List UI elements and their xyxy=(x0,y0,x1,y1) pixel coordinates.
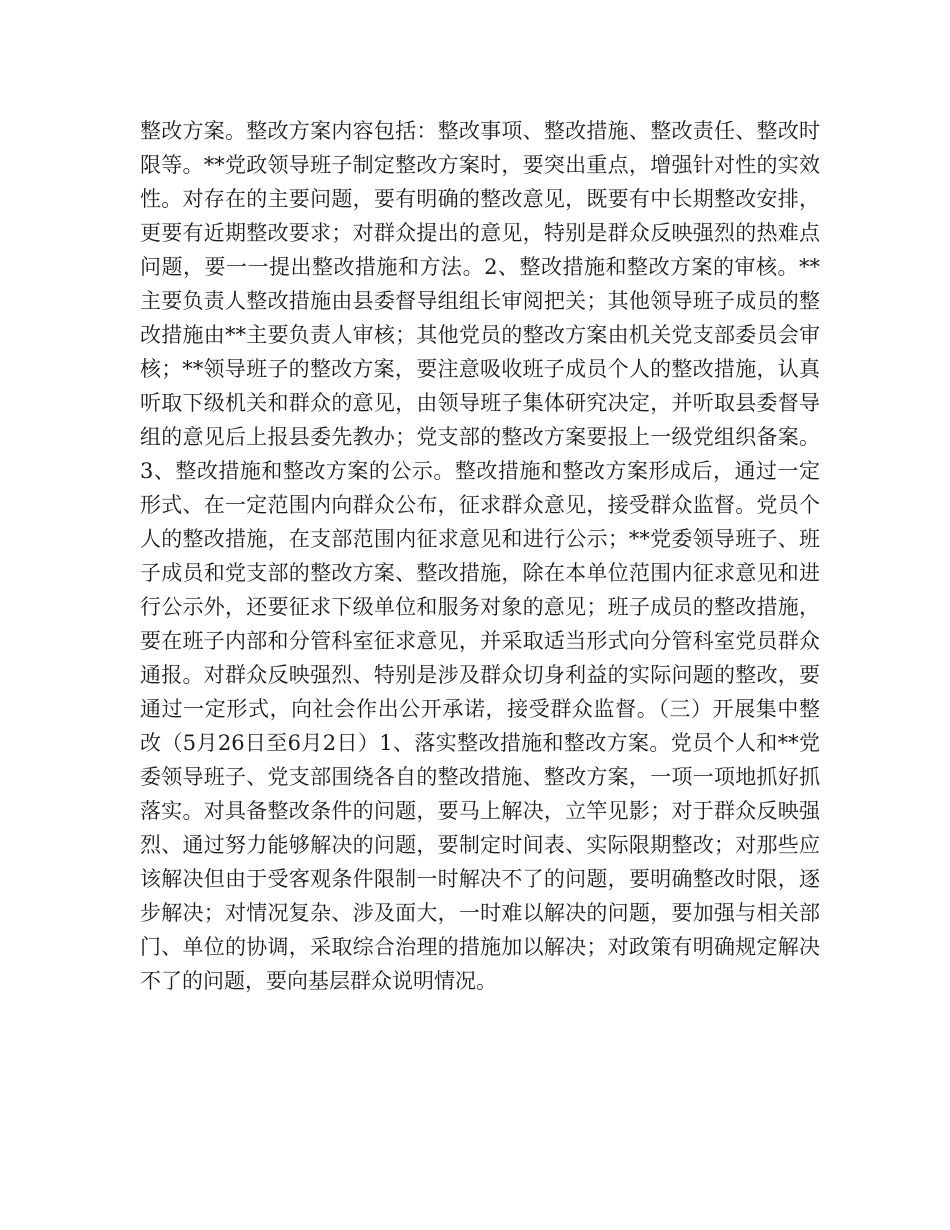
body-paragraph: 整改方案。整改方案内容包括：整改事项、整改措施、整改责任、整改时限等。**党政领导班子制定整改方案时，要突出重点，增强针对性的实效性。对存在的主要问题，要有明确的整改意见，既要有中长期整改安排，更要有近期整改要求；对群众提出的意见，特别是群众反映强烈的热难点问题，要一一提出整改措施和方法。2、整改措施和整改方案的审核。**主要负责人整改措施由县委督导组组长审阅把关；其他领导班子成员的整改措施由**主要负责人审核；其他党员的整改方案由机关党支部委员会审核；**领导班子的整改方案，要注意吸收班子成员个人的整改措施，认真听取下级机关和群众的意见，由领导班子集体研究决定，并听取县委督导组的意见后上报县委先教办；党支部的整改方案要报上一级党组织备案。3、整改措施和整改方案的公示。整改措施和整改方案形成后，通过一定形式、在一定范围内向群众公布，征求群众意见，接受群众监督。党员个人的整改措施，在支部范围内征求意见和进行公示；**党委领导班子、班子成员和党支部的整改方案、整改措施，除在本单位范围内征求意见和进行公示外，还要征求下级单位和服务对象的意见；班子成员的整改措施，要在班子内部和分管科室征求意见，并采取适当形式向分管科室党员群众通报。对群众反映强烈、特别是涉及群众切身利益的实际问题的整改，要通过一定形式，向社会作出公开承诺，接受群众监督。（三）开展集中整改（5月26日至6月2日）1、落实整改措施和整改方案。党员个人和**党委领导班子、党支部围绕各自的整改措施、整改方案，一项一项地抓好抓落实。对具备整改条件的问题，要马上解决，立竿见影；对于群众反映强烈、通过努力能够解决的问题，要制定时间表、实际限期整改；对那些应该解决但由于受客观条件限制一时解决不了的问题，要明确整改时限，逐步解决；对情况复杂、涉及面大，一时难以解决的问题，要加强与相关部门、单位的协调，采取综合治理的措施加以解决；对政策有明确规定解决不了的问题，要向基层群众说明情况。 xyxy=(140,119,820,993)
